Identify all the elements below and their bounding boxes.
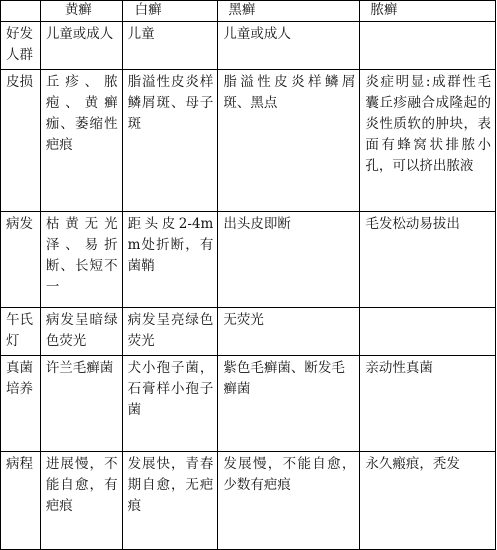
header-white-tinea: 白癣 [122, 1, 218, 22]
table-cell [360, 22, 496, 70]
table-cell: 许兰毛癣菌 [40, 356, 122, 452]
header-favus: 黄癣 [40, 1, 122, 22]
table-cell: 脂溢性皮炎样鳞屑斑、母子斑 [122, 70, 218, 212]
table-cell: 进展慢，不能自愈，有疤痕 [40, 452, 122, 550]
table-cell: 儿童或成人 [40, 22, 122, 70]
table-cell: 炎症明显:成群性毛囊丘疹融合成隆起的炎性质软的肿块，表面有蜂窝状排脓小孔，可以挤出脓液 [360, 70, 496, 212]
table-row [1, 22, 496, 70]
table-cell: 无荧光 [218, 308, 360, 356]
table-cell: 犬小孢子菌，石膏样小孢子菌 [122, 356, 218, 452]
table-cell: 病发呈亮绿色荧光 [122, 308, 218, 356]
table-cell [360, 308, 496, 356]
table-cell: 儿童或成人 [218, 22, 360, 70]
table-cell: 距头皮2-4mm处折断，有菌鞘 [122, 212, 218, 308]
table-cell: 出头皮即断 [218, 212, 360, 308]
table-cell: 发展快，青春期自愈，无疤痕 [122, 452, 218, 550]
row-label: 皮损 [1, 70, 41, 212]
header-cell-blank [1, 1, 41, 22]
header-row [1, 1, 496, 22]
table-row [1, 212, 496, 308]
table-cell: 毛发松动易拔出 [360, 212, 496, 308]
table-cell: 永久瘢痕，秃发 [360, 452, 496, 550]
header-black-dot-tinea: 黑癣 [218, 1, 360, 22]
row-label: 午氏灯 [1, 308, 41, 356]
row-label: 真菌培养 [1, 356, 41, 452]
table-cell: 枯黄无光泽、易折断、长短不一 [40, 212, 122, 308]
table-cell: 丘疹、脓疱、黄癣痂、萎缩性疤痕 [40, 70, 122, 212]
row-label: 病程 [1, 452, 41, 550]
table-cell: 亲动性真菌 [360, 356, 496, 452]
table-cell: 儿童 [122, 22, 218, 70]
table-row [1, 452, 496, 550]
table-row [1, 308, 496, 356]
table-row [1, 356, 496, 452]
table-row [1, 70, 496, 212]
table-cell: 发展慢，不能自愈，少数有疤痕 [218, 452, 360, 550]
table-cell: 紫色毛癣菌、断发毛癣菌 [218, 356, 360, 452]
row-label: 好发人群 [1, 22, 41, 70]
table-cell: 脂溢性皮炎样鳞屑斑、黑点 [218, 70, 360, 212]
row-label: 病发 [1, 212, 41, 308]
header-kerion: 脓癣 [360, 1, 496, 22]
table-cell: 病发呈暗绿色荧光 [40, 308, 122, 356]
